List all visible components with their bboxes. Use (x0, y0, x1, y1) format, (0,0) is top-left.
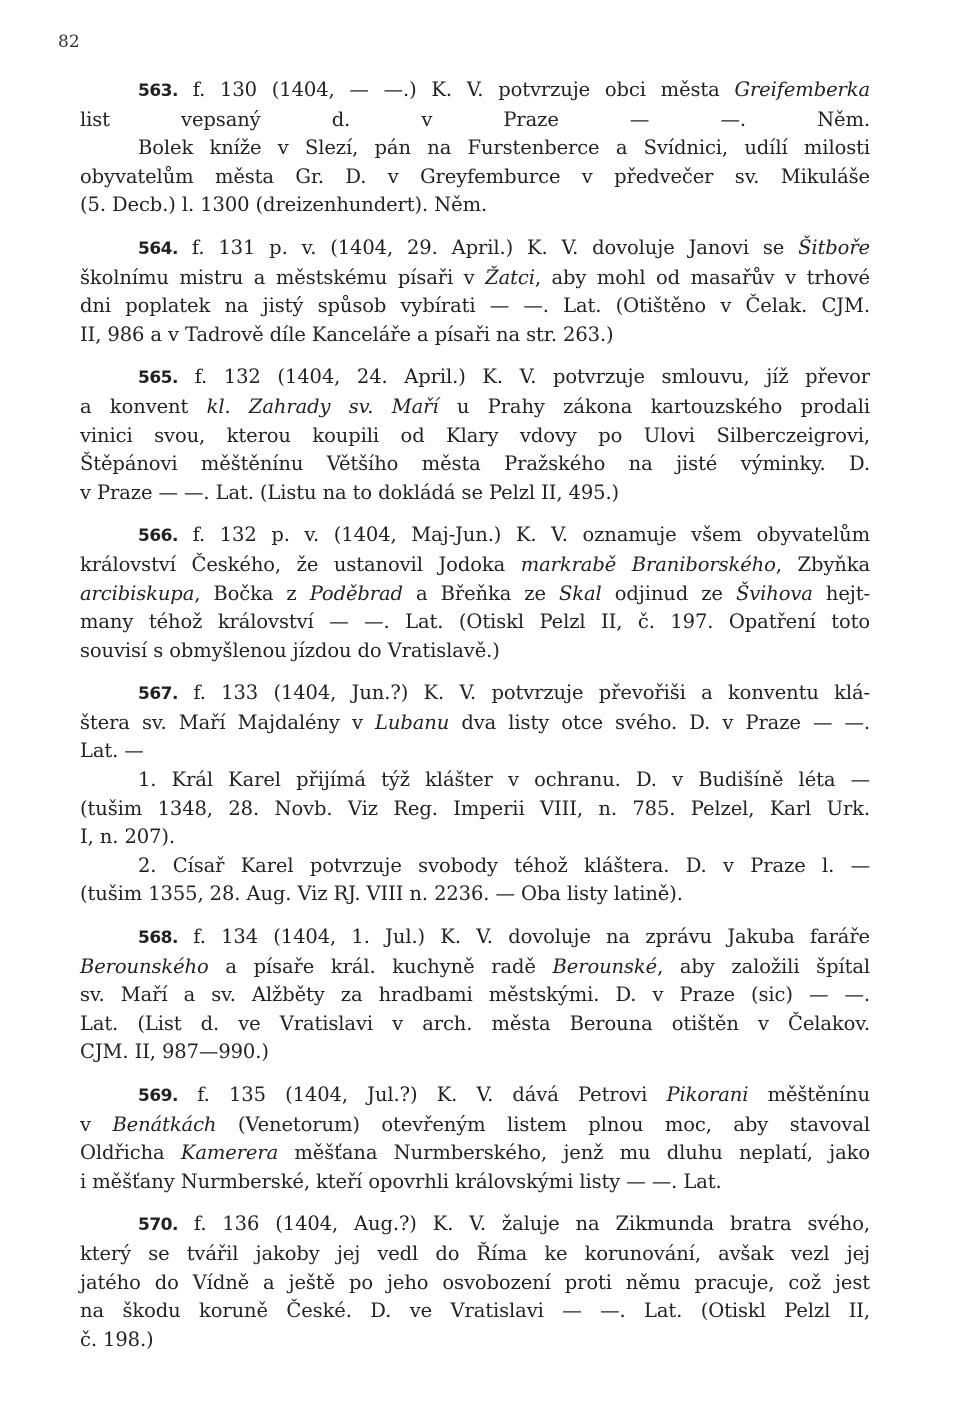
entry-number: 569. (138, 1086, 178, 1106)
line-text: obyvatelům města Gr. D. v Greyfemburce v předvečer sv. Mikuláše (80, 164, 870, 188)
text-line (80, 1168, 870, 1197)
line-text: v Praze — —. Lat. (Listu na to dokládá se Pelzl II, 495.) (80, 480, 620, 504)
text-line (80, 264, 870, 293)
text-line (80, 1297, 870, 1326)
line-text: f. 134 (1404, 1. Jul.) K. V. dovoluje na zprávu Jakuba faráře (193, 925, 870, 949)
regest-entry (80, 234, 870, 349)
entry-number: 564. (138, 238, 178, 259)
text-line (80, 1139, 870, 1168)
text-line (80, 551, 870, 580)
line-text: a konvent kl. Zahrady sv. Maří u Prahy zákona kartouzského prodali (80, 394, 870, 418)
line-text: souvisí s obmyšlenou jízdou do Vratislavě.) (80, 638, 500, 662)
text-line (80, 163, 870, 192)
text-line (80, 134, 870, 163)
line-text: f. 133 (1404, Jun.?) K. V. potvrzuje převořiši a konventu klá- (193, 681, 870, 705)
text-line (80, 823, 870, 852)
text-line (80, 1038, 870, 1067)
regest-entry (80, 1081, 870, 1196)
line-text: Berounského a písaře král. kuchyně radě Berounské, aby založili špítal (80, 954, 870, 978)
line-text: 1. Král Karel přijímá týž klášter v ochranu. D. v Budišíně léta — (138, 768, 870, 792)
text-line (80, 321, 870, 350)
line-text: štera sv. Maří Majdalény v Lubanu dva listy otce svého. D. v Praze — —. (80, 710, 871, 734)
text-line (80, 637, 870, 666)
text-line (80, 795, 870, 824)
line-text: II, 986 a v Tadrově díle Kanceláře a písaři na str. 263.) (80, 322, 614, 346)
text-line (80, 479, 870, 508)
text-line (80, 880, 870, 909)
line-text: i měšťany Nurmberské, kteří opovrhli královskými listy — —. Lat. (80, 1169, 722, 1193)
line-text: 2. Císař Karel potvrzuje svobody téhož kláštera. D. v Praze l. — (138, 853, 870, 877)
regest-sub-item (80, 766, 870, 852)
text-line (80, 106, 870, 135)
line-text: království Českého, že ustanovil Jodoka markrabě Braniborského, Zbyňka (80, 552, 870, 576)
text-line (80, 981, 870, 1010)
line-text: vinici svou, kterou koupili od Klary vdovy po Ulovi Silberczeigrovi, (80, 423, 870, 447)
entry-number: 563. (138, 81, 178, 101)
entry-number: 567. (138, 684, 178, 705)
entry-number: 568. (138, 928, 178, 949)
text-line (80, 422, 870, 451)
line-text: Bolek kníže v Slezí, pán na Furstenberce a Svídnici, udílí milosti (138, 136, 870, 160)
regest-entry (80, 1210, 870, 1354)
line-text: Oldřicha Kamerera měšťana Nurmberského, jenž mu dluhu neplatí, jako (80, 1141, 870, 1165)
text-line (80, 709, 870, 738)
line-text: many téhož království — —. Lat. (Otiskl Pelzl II, č. 197. Opatření toto (80, 610, 870, 634)
text-line (80, 580, 870, 609)
line-text: v Benátkách (Venetorum) otevřeným listem plnou moc, aby stavoval (80, 1112, 871, 1136)
line-text: f. 130 (1404, — —.) K. V. potvrzuje obci města Greifemberka (192, 78, 870, 101)
line-text: školnímu mistru a městskému písaři v Žatci, aby mohl od masařův v trhové (80, 265, 870, 289)
line-text: č. 198.) (80, 1327, 154, 1351)
page-number: 82 (58, 32, 80, 52)
text-line (80, 766, 870, 795)
entry-number: 570. (138, 1215, 178, 1236)
line-text: I, n. 207). (80, 825, 175, 849)
line-text: jatého do Vídně a ještě po jeho osvobození proti němu pracuje, což jest (80, 1270, 870, 1294)
text-line (80, 608, 870, 637)
line-text: (tušim 1348, 28. Novb. Viz Reg. Imperii VIII, n. 785. Pelzel, Karl Urk. (80, 796, 870, 820)
line-text: arcibiskupa, Bočka z Poděbrad a Břeňka ze Skal odjinud ze Švihova hejt- (80, 581, 870, 605)
line-text: f. 132 p. v. (1404, Maj-Jun.) K. V. oznamuje všem obyvatelům (192, 523, 870, 547)
line-text: f. 132 (1404, 24. April.) K. V. potvrzuje smlouvu, jíž převor (194, 365, 870, 389)
text-line (80, 1081, 870, 1111)
text-line (80, 363, 870, 393)
text-line (80, 191, 870, 220)
page-body (80, 76, 870, 1368)
line-text: Lat. (List d. ve Vratislavi v arch. města Berouna otištěn v Čelakov. (80, 1011, 870, 1035)
line-text: na škodu koruně České. D. ve Vratislavi — —. Lat. (Otiskl Pelzl II, (80, 1299, 870, 1323)
text-line (80, 953, 870, 982)
line-text: f. 131 p. v. (1404, 29. April.) K. V. dovoluje Janovi se Šitboře (191, 235, 870, 259)
text-line (80, 679, 870, 709)
line-text: f. 136 (1404, Aug.?) K. V. žaluje na Zikmunda bratra svého, (193, 1212, 870, 1236)
regest-entry (80, 76, 870, 220)
regest-entry (80, 923, 870, 1067)
text-line (80, 292, 870, 321)
line-text: Štěpánovi měštěnínu Většího města Pražského na jisté výminky. D. (80, 452, 870, 476)
line-text: Lat. — (80, 739, 144, 763)
line-text: CJM. II, 987—990.) (80, 1040, 269, 1064)
text-line (80, 1269, 870, 1298)
text-line (80, 1010, 870, 1039)
text-line (80, 1210, 870, 1240)
line-text: sv. Maří a sv. Alžběty za hradbami městskými. D. v Praze (sic) — —. (80, 983, 870, 1007)
text-line (80, 450, 870, 479)
line-text: (tušim 1355, 28. Aug. Viz RJ. VIII n. 2236. — Oba listy latině). (80, 882, 683, 906)
text-line (80, 521, 870, 551)
line-text: který se tvářil jakoby jej vedl do Říma ke korunování, avšak vezl jej (80, 1241, 870, 1265)
regest-entry (80, 679, 870, 909)
line-text: (5. Decb.) l. 1300 (dreizenhundert). Něm. (80, 193, 488, 217)
text-line (80, 737, 870, 766)
text-line (80, 393, 870, 422)
line-text: list vepsaný d. v Praze — —. Něm. (80, 107, 870, 131)
text-line (80, 1111, 870, 1140)
text-line (80, 76, 870, 106)
entry-number: 565. (138, 368, 178, 389)
entry-number: 566. (138, 526, 178, 547)
line-text: f. 135 (1404, Jul.?) K. V. dává Petrovi Pikorani měštěnínu (197, 1083, 870, 1106)
text-line (80, 923, 870, 953)
regest-sub-item (80, 852, 870, 909)
text-line (80, 852, 870, 881)
regest-entry (80, 363, 870, 507)
text-line (80, 1240, 870, 1269)
text-line (80, 234, 870, 264)
regest-entry (80, 521, 870, 665)
line-text: dni poplatek na jistý spůsob vybírati — —. Lat. (Otištěno v Čelak. CJM. (80, 294, 870, 318)
text-line (80, 1326, 870, 1355)
